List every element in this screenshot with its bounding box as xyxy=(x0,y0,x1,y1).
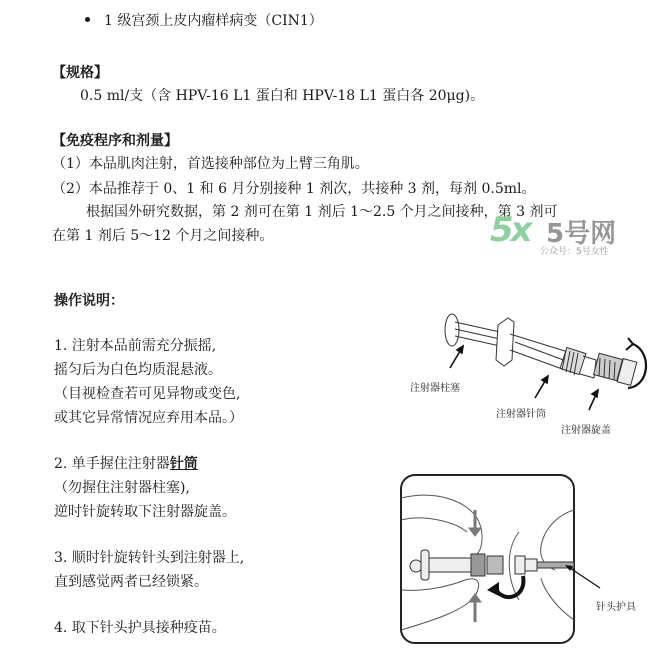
step2-line2: （勿握住注射器柱塞), xyxy=(54,480,190,496)
step2-emphasis: 针筒 xyxy=(169,456,198,472)
step1-line4: 或其它异常情况应弃用本品。） xyxy=(54,410,243,426)
step3-line1: 3. 顺时针旋转针头到注射器上, xyxy=(54,550,245,566)
indication-bullet-item xyxy=(85,12,323,30)
step2-line1 xyxy=(54,455,198,473)
specification-text: 0.5 ml/支（含 HPV-16 L1 蛋白和 HPV-18 L1 蛋白各 20μg)。 xyxy=(80,88,485,104)
watermark-logo: 5x xyxy=(490,210,530,250)
watermark-site-name: 5号网 xyxy=(546,219,617,249)
step2-prefix: 2. 单手握住注射器 xyxy=(54,456,170,472)
label-barrel: 注射器针筒 xyxy=(496,409,546,420)
bullet-icon xyxy=(85,17,90,22)
immunization-note-line1: 根据国外研究数据，第 2 剂可在第 1 剂后 1～2.5 个月之间接种，第 3 剂可 xyxy=(86,204,558,220)
instructions-heading: 操作说明： xyxy=(54,293,124,309)
watermark-subtitle: 公众号：5号女性 xyxy=(540,247,609,257)
immunization-item-1: （1）本品肌肉注射，首选接种部位为上臂三角肌。 xyxy=(52,156,369,172)
step3-line2: 直到感觉两者已经锁紧。 xyxy=(54,574,208,590)
label-needle-guard: 针头护具 xyxy=(596,602,636,613)
label-cap: 注射器旋盖 xyxy=(561,425,611,436)
immunization-item-2: （2）本品推荐于 0、1 和 6 月分别接种 1 剂次，共接种 3 剂，每剂 0.5ml。 xyxy=(52,181,536,197)
immunization-heading: 【免疫程序和剂量】 xyxy=(52,133,178,149)
needle-attach-diagram xyxy=(395,470,660,649)
syringe-diagram xyxy=(400,300,660,450)
indication-text: 1 级宫颈上皮内瘤样病变（CIN1） xyxy=(104,13,323,29)
step4-line: 4. 取下针头护具接种疫苗。 xyxy=(54,620,226,636)
specification-heading: 【规格】 xyxy=(52,65,108,81)
immunization-note-line2: 在第 1 剂后 5～12 个月之间接种。 xyxy=(52,228,274,244)
label-plunger: 注射器柱塞 xyxy=(410,383,460,394)
step1-line2: 摇匀后为白色均质混悬液。 xyxy=(54,362,222,378)
step1-line3: （目视检查若可见异物或变色, xyxy=(54,386,241,402)
step2-line3: 逆时针旋转取下注射器旋盖。 xyxy=(54,504,236,520)
step1-line1: 1. 注射本品前需充分振摇, xyxy=(54,338,217,354)
